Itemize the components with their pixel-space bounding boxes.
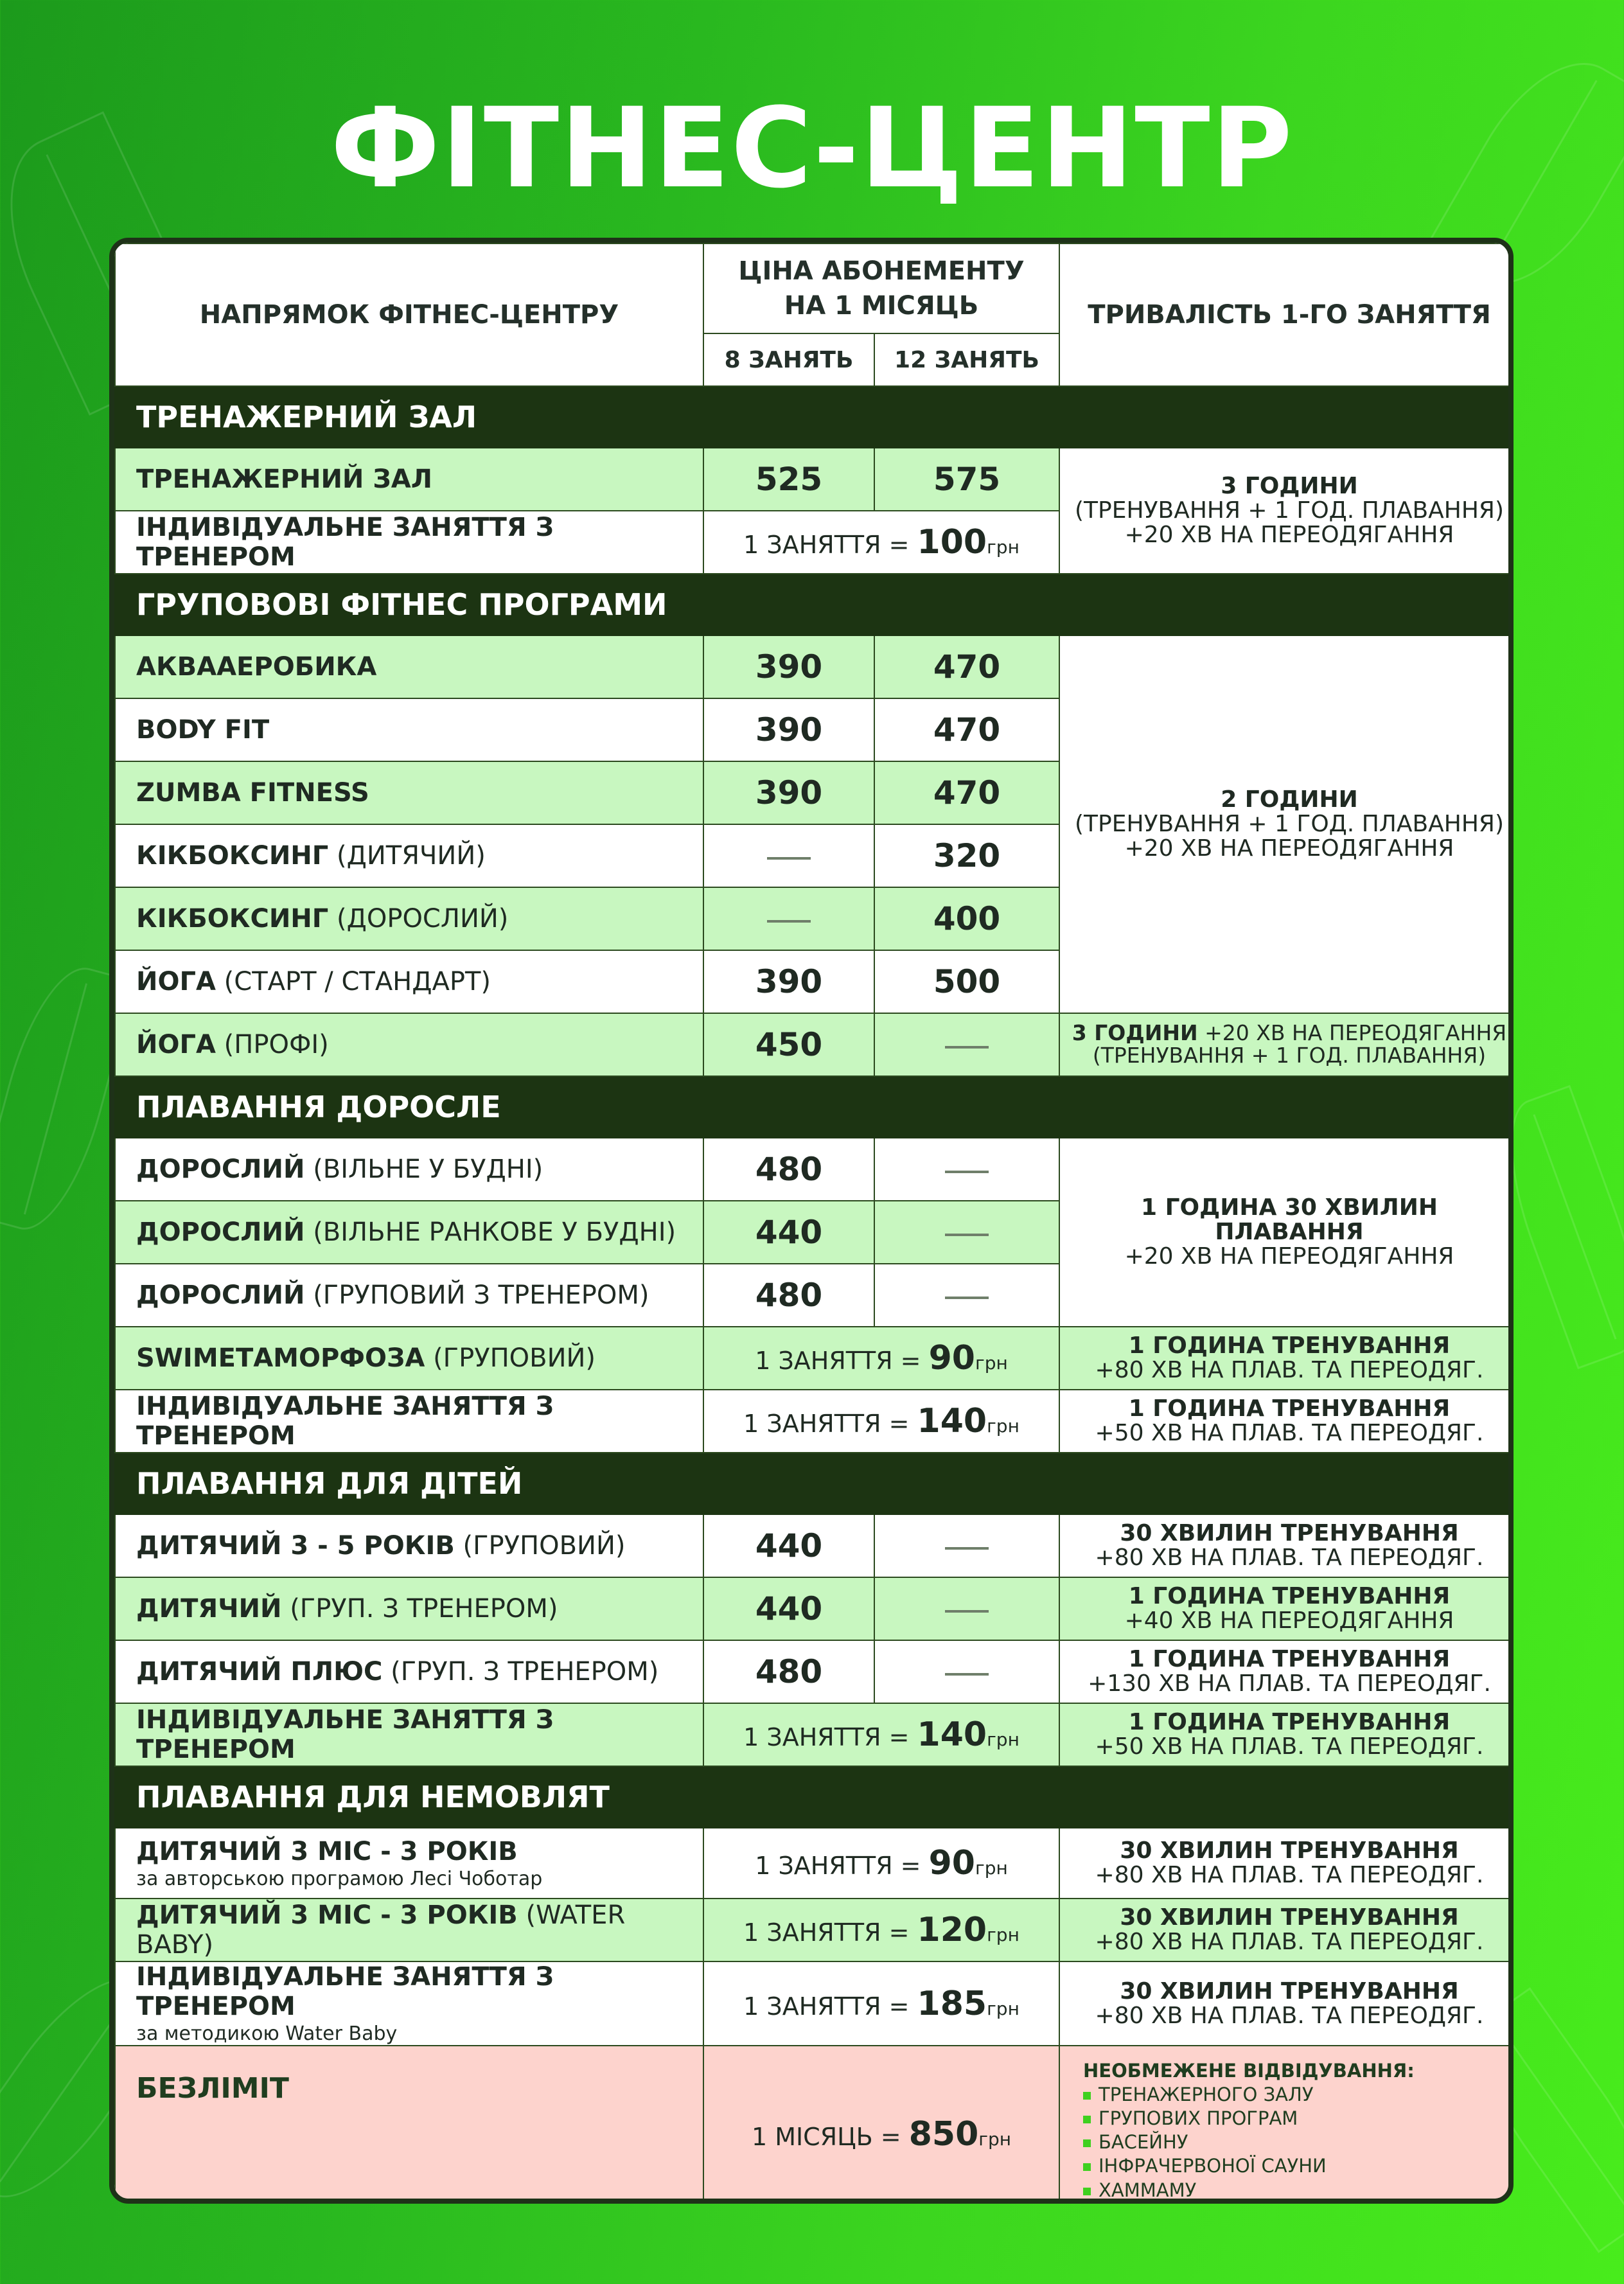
price-8: 390 [703, 950, 874, 1013]
dash-icon [945, 1046, 989, 1049]
price-8: 390 [703, 761, 874, 824]
price-8: 450 [703, 1013, 874, 1076]
table-row [115, 1327, 1514, 1390]
unlimited-name: БЕЗЛІМІТ [115, 2046, 703, 2204]
row-name: АКВААЕРОБИКА [115, 635, 703, 698]
price-12-none [874, 1201, 1059, 1264]
price-8: 480 [703, 1138, 874, 1201]
price-12: 575 [874, 448, 1059, 511]
dash-icon [767, 857, 811, 860]
price-12: 470 [874, 761, 1059, 824]
price-12: 320 [874, 824, 1059, 887]
duration-cell: 1 ГОДИНА ТРЕНУВАННЯ +50 ХВ НА ПЛАВ. ТА ПЕРЕОДЯГ. [1059, 1390, 1514, 1453]
price-table-card [109, 238, 1514, 2204]
duration-cell: 1 ГОДИНА 30 ХВИЛИН ПЛАВАННЯ +20 ХВ НА ПЕРЕОДЯГАННЯ [1059, 1138, 1514, 1327]
row-name: SWIMЕТАМОРФОЗА (ГРУПОВИЙ) [115, 1327, 703, 1390]
duration-cell: 3 ГОДИНИ (ТРЕНУВАННЯ + 1 ГОД. ПЛАВАННЯ) +20 ХВ НА ПЕРЕОДЯГАННЯ [1059, 448, 1514, 574]
section-kids-swimming [115, 1453, 1514, 1514]
unlimited-label: НЕОБМЕЖЕНЕ ВІДВІДУВАННЯ: [1083, 2060, 1415, 2082]
price-12-none [874, 1013, 1059, 1076]
section-group-programs [115, 574, 1514, 635]
price-12: 500 [874, 950, 1059, 1013]
dash-icon [767, 920, 811, 923]
price-12-none [874, 1640, 1059, 1703]
table-header-row [115, 243, 1514, 333]
duration-cell: 1 ГОДИНА ТРЕНУВАННЯ +50 ХВ НА ПЛАВ. ТА ПЕРЕОДЯГ. [1059, 1703, 1514, 1766]
table-row [115, 1390, 1514, 1453]
session-price: 1 ЗАНЯТТЯ = 120грн [703, 1899, 1059, 1961]
price-table [114, 243, 1514, 2204]
row-name: ЙОГА (ПРОФІ) [115, 1013, 703, 1076]
price-8: 440 [703, 1201, 874, 1264]
price-8-none [703, 887, 874, 950]
dash-icon [945, 1234, 989, 1236]
duration-cell: 1 ГОДИНА ТРЕНУВАННЯ +40 ХВ НА ПЕРЕОДЯГАННЯ [1059, 1577, 1514, 1640]
row-name: ДОРОСЛИЙ (ВІЛЬНЕ У БУДНІ) [115, 1138, 703, 1201]
price-12: 470 [874, 698, 1059, 761]
list-item: ГРУПОВИХ ПРОГРАМ [1083, 2107, 1514, 2130]
row-name: КІКБОКСИНГ (ДОРОСЛИЙ) [115, 887, 703, 950]
price-8: 480 [703, 1640, 874, 1703]
duration-cell: 1 ГОДИНА ТРЕНУВАННЯ +130 ХВ НА ПЛАВ. ТА ПЕРЕОДЯГ. [1059, 1640, 1514, 1703]
unlimited-price: 1 МІСЯЦЬ = 850грн [703, 2046, 1059, 2204]
row-name: ДИТЯЧИЙ 3 МІС - 3 РОКІВ (WATER BABY) [115, 1899, 703, 1961]
dash-icon [945, 1673, 989, 1676]
session-price: 1 ЗАНЯТТЯ = 90грн [703, 1327, 1059, 1390]
session-price: 1 ЗАНЯТТЯ = 140грн [703, 1703, 1059, 1766]
section-title: ГРУПОВОВІ ФІТНЕС ПРОГРАМИ [115, 574, 1514, 635]
header-price-line2: НА 1 МІСЯЦЬ [784, 291, 979, 321]
session-price: 1 ЗАНЯТТЯ = 140грн [703, 1390, 1059, 1453]
duration-cell: 30 ХВИЛИН ТРЕНУВАННЯ +80 ХВ НА ПЛАВ. ТА ПЕРЕОДЯГ. [1059, 1899, 1514, 1961]
list-item: ІНФРАЧЕРВОНОЇ САУНИ [1083, 2154, 1514, 2178]
session-price: 1 ЗАНЯТТЯ = 90грн [703, 1828, 1059, 1899]
price-8: 525 [703, 448, 874, 511]
section-title: ПЛАВАННЯ ДОРОСЛЕ [115, 1076, 1514, 1138]
row-name: ЙОГА (СТАРТ / СТАНДАРТ) [115, 950, 703, 1013]
header-duration: ТРИВАЛІСТЬ 1-ГО ЗАНЯТТЯ [1059, 243, 1514, 386]
price-12-none [874, 1514, 1059, 1577]
section-title: ТРЕНАЖЕРНИЙ ЗАЛ [115, 386, 1514, 448]
header-8-sessions: 8 ЗАНЯТЬ [703, 333, 874, 386]
row-name: ZUMBA FITNESS [115, 761, 703, 824]
row-name: ІНДИВІДУАЛЬНЕ ЗАНЯТТЯ З ТРЕНЕРОМ [115, 1703, 703, 1766]
table-row [115, 1577, 1514, 1640]
header-direction: НАПРЯМОК ФІТНЕС-ЦЕНТРУ [115, 243, 703, 386]
duration-cell: 1 ГОДИНА ТРЕНУВАННЯ +80 ХВ НА ПЛАВ. ТА ПЕРЕОДЯГ. [1059, 1327, 1514, 1390]
table-row [115, 1828, 1514, 1899]
duration-cell: 30 ХВИЛИН ТРЕНУВАННЯ +80 ХВ НА ПЛАВ. ТА ПЕРЕОДЯГ. [1059, 1961, 1514, 2046]
list-item: ТРЕНАЖЕРНОГО ЗАЛУ [1083, 2083, 1514, 2107]
table-row [115, 1640, 1514, 1703]
row-name: ІНДИВІДУАЛЬНЕ ЗАНЯТТЯ З ТРЕНЕРОМ за методикою Water Baby [115, 1961, 703, 2046]
dash-icon [945, 1297, 989, 1299]
duration-cell: 3 ГОДИНИ +20 ХВ НА ПЕРЕОДЯГАННЯ (ТРЕНУВАННЯ + 1 ГОД. ПЛАВАННЯ) [1059, 1013, 1514, 1076]
price-8-none [703, 824, 874, 887]
session-price: 1 ЗАНЯТТЯ = 185грн [703, 1961, 1059, 2046]
duration-cell: 30 ХВИЛИН ТРЕНУВАННЯ +80 ХВ НА ПЛАВ. ТА ПЕРЕОДЯГ. [1059, 1514, 1514, 1577]
table-row [115, 1899, 1514, 1961]
list-item: ХАММАМУ [1083, 2179, 1514, 2202]
table-row [115, 635, 1514, 698]
table-row [115, 1013, 1514, 1076]
header-12-sessions: 12 ЗАНЯТЬ [874, 333, 1059, 386]
page-title: ФІТНЕС-ЦЕНТР [330, 84, 1294, 213]
row-name: ДОРОСЛИЙ (ВІЛЬНЕ РАНКОВЕ У БУДНІ) [115, 1201, 703, 1264]
row-name: ДИТЯЧИЙ 3 - 5 РОКІВ (ГРУПОВИЙ) [115, 1514, 703, 1577]
price-12-none [874, 1138, 1059, 1201]
section-title: ПЛАВАННЯ ДЛЯ НЕМОВЛЯТ [115, 1766, 1514, 1828]
header-price [703, 243, 1059, 333]
row-name: ТРЕНАЖЕРНИЙ ЗАЛ [115, 448, 703, 511]
table-row [115, 1961, 1514, 2046]
dash-icon [945, 1547, 989, 1550]
row-name: ІНДИВІДУАЛЬНЕ ЗАНЯТТЯ З ТРЕНЕРОМ [115, 511, 703, 574]
price-8: 480 [703, 1264, 874, 1327]
section-adult-swimming [115, 1076, 1514, 1138]
row-name: ДИТЯЧИЙ 3 МІС - 3 РОКІВ за авторською програмою Лесі Чоботар [115, 1828, 703, 1899]
section-gym [115, 386, 1514, 448]
dash-icon [945, 1610, 989, 1613]
row-name: КІКБОКСИНГ (ДИТЯЧИЙ) [115, 824, 703, 887]
row-name: ДОРОСЛИЙ (ГРУПОВИЙ З ТРЕНЕРОМ) [115, 1264, 703, 1327]
section-title: ПЛАВАННЯ ДЛЯ ДІТЕЙ [115, 1453, 1514, 1514]
price-8: 440 [703, 1577, 874, 1640]
table-row-unlimited [115, 2046, 1514, 2204]
table-row [115, 1514, 1514, 1577]
price-12-none [874, 1264, 1059, 1327]
list-item: БАСЕЙНУ [1083, 2130, 1514, 2154]
price-8: 390 [703, 698, 874, 761]
price-12-none [874, 1577, 1059, 1640]
row-name: ДИТЯЧИЙ ПЛЮС (ГРУП. З ТРЕНЕРОМ) [115, 1640, 703, 1703]
price-12: 470 [874, 635, 1059, 698]
price-8: 440 [703, 1514, 874, 1577]
duration-cell: 30 ХВИЛИН ТРЕНУВАННЯ +80 ХВ НА ПЛАВ. ТА ПЕРЕОДЯГ. [1059, 1828, 1514, 1899]
section-babies-swimming [115, 1766, 1514, 1828]
session-price: 1 ЗАНЯТТЯ = 100грн [703, 511, 1059, 574]
duration-cell: 2 ГОДИНИ (ТРЕНУВАННЯ + 1 ГОД. ПЛАВАННЯ) +20 ХВ НА ПЕРЕОДЯГАННЯ [1059, 635, 1514, 1013]
price-12: 400 [874, 887, 1059, 950]
row-name: ДИТЯЧИЙ (ГРУП. З ТРЕНЕРОМ) [115, 1577, 703, 1640]
price-8: 390 [703, 635, 874, 698]
row-name: BODY FIT [115, 698, 703, 761]
table-row [115, 1138, 1514, 1201]
header-price-line1: ЦІНА АБОНЕМЕНТУ [738, 256, 1025, 286]
table-row [115, 1703, 1514, 1766]
table-row [115, 448, 1514, 511]
dash-icon [945, 1171, 989, 1173]
unlimited-includes [1059, 2046, 1514, 2204]
row-name: ІНДИВІДУАЛЬНЕ ЗАНЯТТЯ З ТРЕНЕРОМ [115, 1390, 703, 1453]
